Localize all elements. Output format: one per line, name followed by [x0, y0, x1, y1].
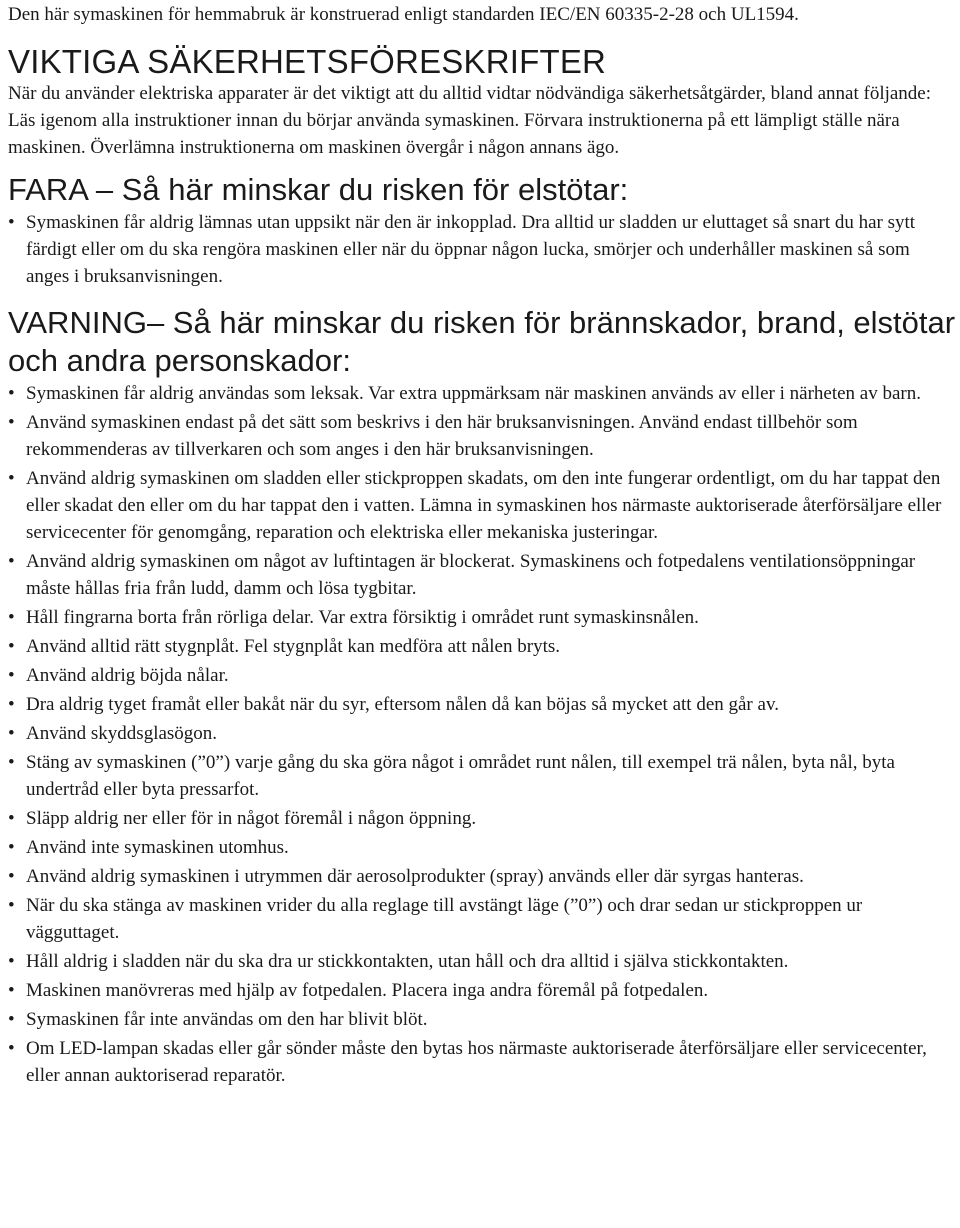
bullet-icon: •	[8, 1009, 15, 1030]
bullet-icon: •	[8, 866, 15, 887]
varning-heading: VARNING– Så här minskar du risken för brännskador, brand, elstötar och andra personskador:	[8, 305, 956, 378]
bullet-icon: •	[8, 636, 15, 657]
list-item	[8, 691, 956, 718]
safety-paragraph-1: När du använder elektriska apparater är det viktigt att du alltid vidtar nödvändiga säkerhetsåtgärder, bland annat följande:	[8, 83, 932, 104]
fara-heading: FARA – Så här minskar du risken för elstötar:	[8, 172, 629, 207]
list-item-text: Använd aldrig symaskinen om något av luftintagen är blockerat. Symaskinens och fotpedalens ventilationsöppningar måste hållas fria från ludd, damm och lösa tygbitar.	[26, 551, 916, 599]
bullet-icon: •	[8, 723, 15, 744]
list-item	[8, 805, 956, 832]
bullet-icon: •	[8, 212, 15, 233]
bullet-icon: •	[8, 383, 15, 404]
list-item	[8, 749, 956, 803]
list-item-text: Maskinen manövreras med hjälp av fotpedalen. Placera inga andra föremål på fotpedalen.	[26, 980, 709, 1001]
bullet-icon: •	[8, 694, 15, 715]
main-heading: VIKTIGA SÄKERHETSFÖRESKRIFTER	[8, 43, 607, 80]
list-item-text: Symaskinen får aldrig lämnas utan uppsikt när den är inkopplad. Dra alltid ur sladden ur eluttaget så snart du har sytt färdigt eller om du ska rengöra maskinen eller när du öppnar någon lucka, smörjer och underhåller maskinen så som anges i bruksanvisningen.	[26, 212, 916, 287]
list-item	[8, 662, 956, 689]
list-item-text: När du ska stänga av maskinen vrider du alla reglage till avstängt läge (”0”) och drar sedan ur stickproppen ur vägguttaget.	[26, 895, 863, 943]
list-item-text: Släpp aldrig ner eller för in något föremål i någon öppning.	[26, 808, 477, 829]
list-item-text: Använd symaskinen endast på det sätt som beskrivs i den här bruksanvisningen. Använd endast tillbehör som rekommenderas av tillverkaren och som anges i den här bruksanvisningen.	[26, 412, 858, 460]
fara-list	[8, 209, 956, 290]
list-item-text: Använd aldrig böjda nålar.	[26, 665, 229, 686]
bullet-icon: •	[8, 665, 15, 686]
list-item-text: Om LED-lampan skadas eller går sönder måste den bytas hos närmaste auktoriserade återförsäljare eller servicecenter, eller annan auktoriserad reparatör.	[26, 1038, 927, 1086]
bullet-icon: •	[8, 607, 15, 628]
list-item-text: Håll aldrig i sladden när du ska dra ur stickkontakten, utan håll och dra alltid i själva stickkontakten.	[26, 951, 789, 972]
list-item	[8, 834, 956, 861]
bullet-icon: •	[8, 951, 15, 972]
list-item-text: Symaskinen får inte användas om den har blivit blöt.	[26, 1009, 428, 1030]
list-item	[8, 720, 956, 747]
varning-list	[8, 380, 956, 1089]
bullet-icon: •	[8, 808, 15, 829]
bullet-icon: •	[8, 1038, 15, 1059]
list-item-text: Använd aldrig symaskinen om sladden eller stickproppen skadats, om den inte fungerar ordentligt, om du har tappat den eller skadat den eller om du har tappat den i vatten. Lämna in symaskinen hos närmaste auktoriserade återförsäljare eller servicecenter för genomgång, reparation och elektriska eller mekaniska justeringar.	[26, 468, 942, 543]
list-item	[8, 633, 956, 660]
bullet-icon: •	[8, 980, 15, 1001]
list-item-text: Använd alltid rätt stygnplåt. Fel stygnplåt kan medföra att nålen bryts.	[26, 636, 560, 657]
list-item	[8, 409, 956, 463]
list-item	[8, 1006, 956, 1033]
list-item	[8, 892, 956, 946]
bullet-icon: •	[8, 551, 15, 572]
list-item-text: Använd aldrig symaskinen i utrymmen där aerosolprodukter (spray) används eller där syrgas hanteras.	[26, 866, 804, 887]
bullet-icon: •	[8, 468, 15, 489]
list-item	[8, 948, 956, 975]
list-item	[8, 977, 956, 1004]
bullet-icon: •	[8, 412, 15, 433]
list-item-text: Håll fingrarna borta från rörliga delar. Var extra försiktig i området runt symaskinsnålen.	[26, 607, 699, 628]
intro-text: Den här symaskinen för hemmabruk är konstruerad enligt standarden IEC/EN 60335-2-28 och UL1594.	[8, 4, 799, 25]
list-item-text: Använd skyddsglasögon.	[26, 723, 218, 744]
safety-paragraph-2: Läs igenom alla instruktioner innan du börjar använda symaskinen. Förvara instruktionerna på ett lämpligt ställe nära maskinen. Överlämna instruktionerna om maskinen övergår i någon annans ägo.	[8, 110, 900, 158]
list-item	[8, 380, 956, 407]
list-item	[8, 548, 956, 602]
bullet-icon: •	[8, 837, 15, 858]
list-item-text: Använd inte symaskinen utomhus.	[26, 837, 289, 858]
list-item-text: Dra aldrig tyget framåt eller bakåt när du syr, eftersom nålen då kan böjas så mycket att den går av.	[26, 694, 779, 715]
list-item-text: Stäng av symaskinen (”0”) varje gång du ska göra något i området runt nålen, till exempel trä nålen, byta nål, byta undertråd eller byta pressarfot.	[26, 752, 895, 800]
bullet-icon: •	[8, 752, 15, 773]
list-item-text: Symaskinen får aldrig användas som leksak. Var extra uppmärksam när maskinen används av eller i närheten av barn.	[26, 383, 921, 404]
bullet-icon: •	[8, 895, 15, 916]
list-item	[8, 465, 956, 546]
list-item	[8, 604, 956, 631]
list-item	[8, 1035, 956, 1089]
list-item	[8, 209, 956, 290]
list-item	[8, 863, 956, 890]
